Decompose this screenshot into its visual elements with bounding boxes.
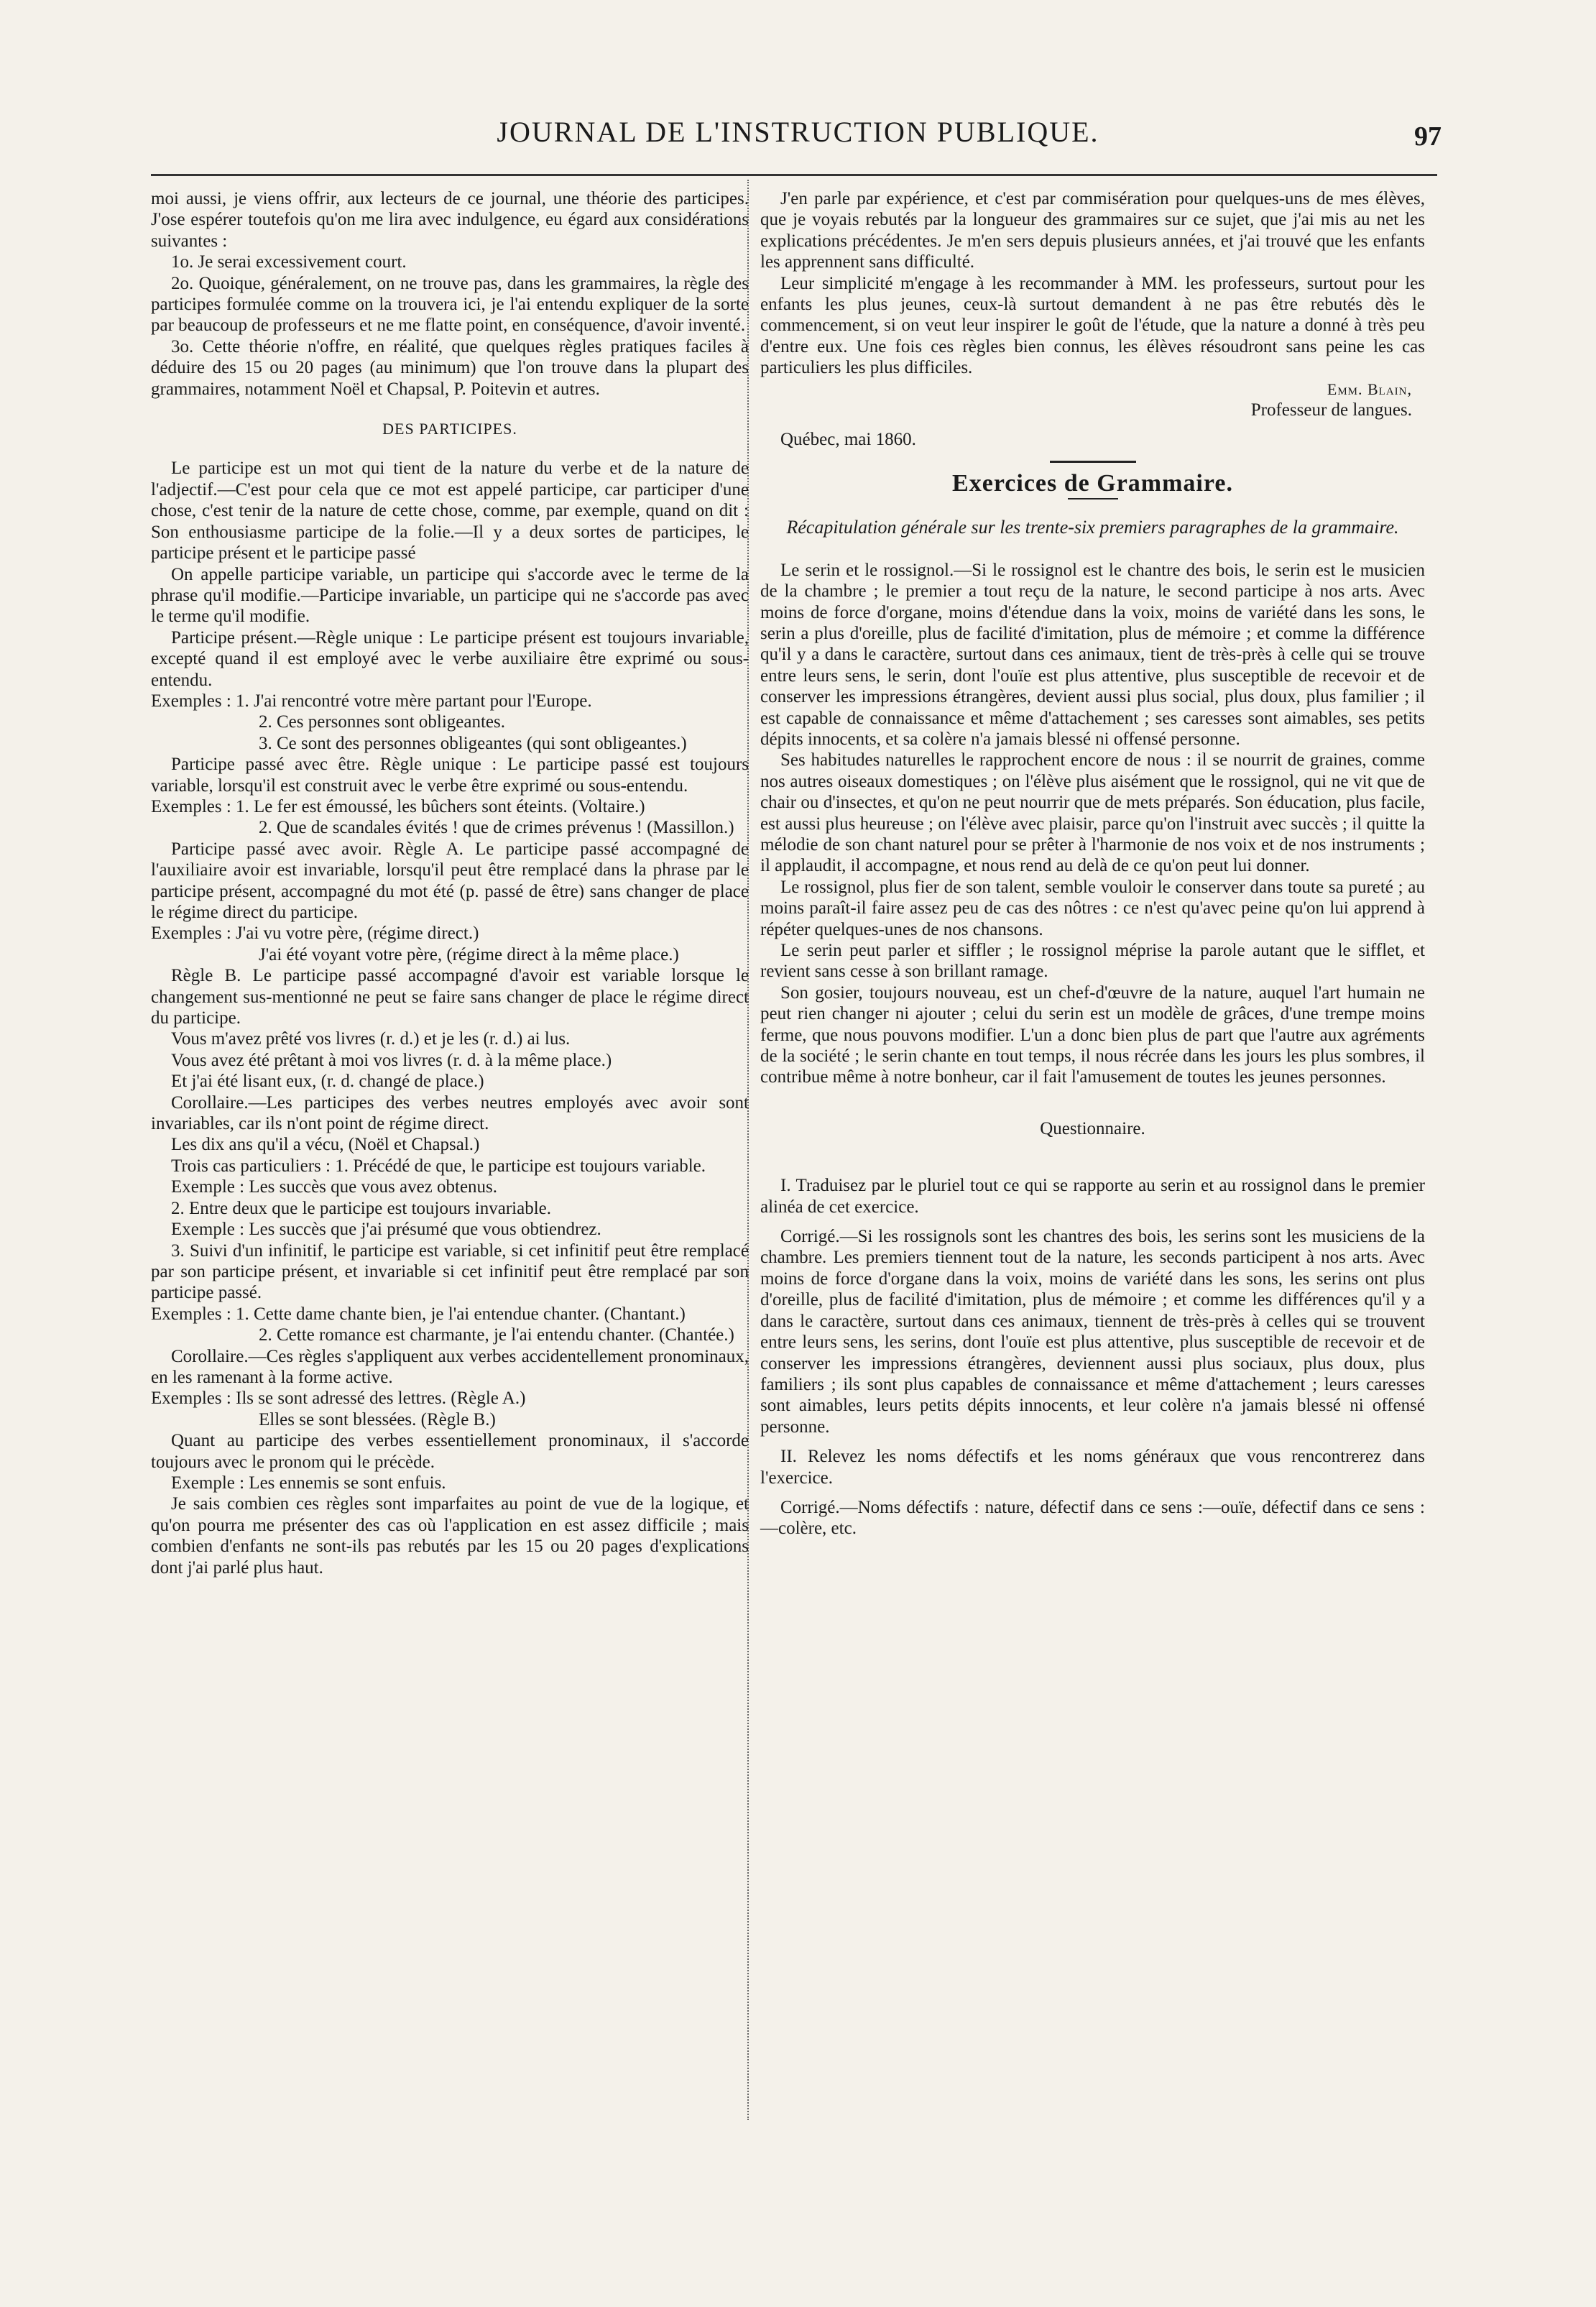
text-line: Vous m'avez prêté vos livres (r. d.) et je les (r. d.) ai lus. bbox=[171, 1029, 571, 1049]
page-header bbox=[0, 115, 1596, 165]
question-1: I. Traduisez par le pluriel tout ce qui se rapporte au serin et au rossignol dans le premier alinéa de cet exercice. bbox=[760, 1176, 1425, 1217]
example-line: Ils se sont adressé des lettres. (Règle A.) bbox=[236, 1389, 526, 1409]
list-item-2: 2o. Quoique, généralement, on ne trouve pas, dans les grammaires, la règle des participes formulée comme on la trouvera ici, je l'ai entendu expliquer de la sorte par beaucoup de professeurs et ne me flatte point, en conséquence, d'avoir inventé. bbox=[151, 273, 749, 336]
example-label: Exemples : bbox=[151, 1304, 231, 1324]
questionnaire-title: Questionnaire. bbox=[1040, 1118, 1145, 1138]
paragraph-definition: Le participe est un mot qui tient de la nature du verbe et de la nature de l'adjectif.—C'est pour cela que ce mot est appelé participe, car participer d'une chose, c'est tenir de la nature de cette chose, comme, par exemple, quand on dit : Son enthousiasme participe de la folie.—Il y a deux sortes de participes, le participe présent et le participe passé bbox=[151, 459, 749, 563]
heading-rule bbox=[1068, 498, 1118, 499]
example-block-3 bbox=[151, 923, 749, 944]
paragraph-conclusion: Je sais combien ces règles sont imparfaites au point de vue de la logique, et qu'on pourra me présenter des cas où l'application en est assez difficile ; mais combien d'enfants ne sont-ils pas rebutés par les 15 ou 20 pages d'explications dont j'ai parlé plus haut. bbox=[151, 1494, 749, 1578]
page-number: 97 bbox=[1414, 121, 1442, 152]
text-line: Et j'ai été lisant eux, (r. d. changé de place.) bbox=[171, 1072, 484, 1092]
recap-subtitle: Récapitulation générale sur les trente-six premiers paragraphes de la grammaire. bbox=[786, 517, 1399, 538]
left-column bbox=[151, 188, 749, 1578]
example-line: 2. Cette romance est charmante, je l'ai entendu chanter. (Chantée.) bbox=[259, 1325, 734, 1345]
text-line: Exemple : Les succès que j'ai présumé que vous obtiendrez. bbox=[171, 1220, 601, 1240]
example-line: J'ai vu votre père, (régime direct.) bbox=[236, 924, 479, 944]
right-column bbox=[760, 188, 1425, 1539]
text-line: Vous avez été prêtant à moi vos livres (r. d. à la même place.) bbox=[171, 1050, 612, 1070]
text-line: Les dix ans qu'il a vécu, (Noël et Chapsal.) bbox=[171, 1135, 480, 1155]
answer-1: Corrigé.—Si les rossignols sont les chantres des bois, les serins sont les musiciens de la chambre. Les premiers tiennent tout de la nature, les seconds participent à nos arts. Avec moins de force d'organe dans la voix, moins de variété dans les sons, les serins ont plus d'oreille, plus de facilité d'imitation, plus de mémoire ; et comme les différences qu'il y a dans le caractère, surtout dans ces animaux, tiennent de très-près à celles qui se trouvent entre leurs sens, les serins, dont l'ouïe est plus attentive, plus susceptible de recevoir et de conserver les impressions étrangères, deviennent aussi plus sociaux, plus doux, plus familiers ; ils sont plus capables de connaissance et même d'attachement ; leurs caresses sont aimables, leurs petits dépits innocents, et leur colère n'a jamais blessé ni offensé personne. bbox=[760, 1227, 1425, 1437]
example-label: Exemples : bbox=[151, 691, 231, 711]
paragraph-pronominaux: Quant au participe des verbes essentiellement pronominaux, il s'accorde toujours avec le pronom qui le précède. bbox=[151, 1431, 749, 1472]
text-line: Exemple : Les ennemis se sont enfuis. bbox=[171, 1473, 446, 1493]
text-line: Corollaire.—Les participes des verbes neutres employés avec avoir sont invariables, car ils n'ont point de régime direct. bbox=[151, 1092, 749, 1134]
answer-2: Corrigé.—Noms défectifs : nature, défectif dans ce sens :—ouïe, défectif dans ce sens :—colère, etc. bbox=[760, 1497, 1425, 1539]
section-rule bbox=[1050, 461, 1136, 463]
paragraph-passe-avoir: Participe passé avec avoir. Règle A. Le participe passé accompagné de l'auxiliaire avoir est invariable, lorsqu'il peut être remplacé dans la phrase par le participe présent, accompagné du mot été (p. passé de être) sans changer de place le régime direct du participe. bbox=[151, 839, 749, 922]
intro-paragraph: moi aussi, je viens offrir, aux lecteurs de ce journal, une théorie des participes. J'ose espérer toutefois qu'on me lira avec indulgence, eu égard aux considérations suivantes : bbox=[151, 189, 749, 251]
paragraph-passe-etre: Participe passé avec être. Règle unique : Le participe passé est toujours variable, lorsqu'il est construit avec le verbe être exprimé ou sous-entendu. bbox=[151, 755, 749, 796]
paragraph-variable: On appelle participe variable, un participe qui s'accorde avec le terme de la phrase qu'il modifie.—Participe invariable, un participe qui ne s'accorde pas avec le terme qu'il modifie. bbox=[151, 564, 749, 627]
example-label: Exemples : bbox=[151, 1389, 231, 1409]
question-2: II. Relevez les noms défectifs et les noms généraux que vous rencontrerez dans l'exercice. bbox=[760, 1447, 1425, 1488]
signature-name: Emm. Blain, bbox=[1327, 379, 1412, 398]
paragraph-experience: J'en parle par expérience, et c'est par commisération pour quelques-uns de mes élèves, que je voyais rebutés par la longueur des grammaires sur ce sujet, que j'ai mis au net les explications précédentes. Je m'en sers depuis plusieurs années, et j'ai trouvé que les enfants les apprennent sans difficulté. bbox=[760, 189, 1425, 272]
signature-title: Professeur de langues. bbox=[1250, 400, 1412, 420]
example-block-1 bbox=[151, 691, 749, 712]
example-line: Elles se sont blessées. (Règle B.) bbox=[259, 1409, 496, 1429]
exercise-paragraph: Le rossignol, plus fier de son talent, semble vouloir le conserver dans toute sa pureté ; au moins paraît-il faire assez peu de cas des nôtres : ce n'est qu'avec peine qu'on lui apprend à répéter quelques-unes de nos chansons. bbox=[760, 877, 1425, 939]
list-item-1: 1o. Je serai excessivement court. bbox=[171, 252, 407, 272]
place-date: Québec, mai 1860. bbox=[780, 430, 916, 450]
example-line: J'ai été voyant votre père, (régime direct à la même place.) bbox=[259, 944, 679, 964]
text-line: 2. Entre deux que le participe est toujours invariable. bbox=[171, 1198, 551, 1218]
exercise-paragraph: Le serin peut parler et siffler ; le rossignol méprise la parole autant que le sifflet, et revient sans cesse à son brillant ramage. bbox=[760, 941, 1425, 982]
exercise-paragraph: Son gosier, toujours nouveau, est un chef-d'œuvre de la nature, auquel l'art humain ne peut rien changer ni ajouter ; celui du serin est un modèle de grâces, d'une trempe moins ferme, que nous pouvons modifier. L'un a donc bien plus de part que l'autre aux agréments de la société ; le serin chante en tout temps, il nous récrée dans les jours les plus sombres, il contribue même à notre bonheur, car il fait l'amusement de toutes les jeunes personnes. bbox=[760, 982, 1425, 1087]
paragraph-corollaire: Corollaire.—Ces règles s'appliquent aux verbes accidentellement pronominaux, en les ramenant à la forme active. bbox=[151, 1346, 749, 1387]
list-item-3: 3o. Cette théorie n'offre, en réalité, que quelques règles pratiques faciles à déduire des 15 ou 20 pages (au minimum) que l'on trouve dans la plupart des grammaires, notamment Noël et Chapsal, P. Poitevin et autres. bbox=[151, 336, 749, 399]
example-line: 2. Ces personnes sont obligeantes. bbox=[259, 712, 506, 732]
text-line: Exemple : Les succès que vous avez obtenus. bbox=[171, 1177, 498, 1197]
example-line: 1. Cette dame chante bien, je l'ai entendue chanter. (Chantant.) bbox=[236, 1304, 686, 1324]
example-line: 3. Ce sont des personnes obligeantes (qui sont obligeantes.) bbox=[259, 733, 687, 753]
example-label: Exemples : bbox=[151, 924, 231, 944]
journal-title: JOURNAL DE L'INSTRUCTION PUBLIQUE. bbox=[497, 116, 1099, 148]
exercise-paragraph: Ses habitudes naturelles le rapprochent encore de nous : il se nourrit de graines, comme nos autres oiseaux domestiques ; on l'élève plus aisément que le rossignol, qui ne vit que de chair ou d'insectes, et qu'on ne peut nourrir que de mets préparés. Son éducation, plus facile, est aussi plus heureuse ; on l'élève avec plaisir, parce qu'on l'instruit avec succès ; il quitte la mélodie de son chant naturel pour se prêter à l'harmonie de nos voix et de nos instruments ; il applaudit, il accompagne, et nous rend au delà de ce qu'on peut lui donner. bbox=[760, 750, 1425, 876]
example-block-5 bbox=[151, 1388, 749, 1409]
exercise-paragraph: Le serin et le rossignol.—Si le rossignol est le chantre des bois, le serin est le musicien de la chambre ; le premier a tout reçu de la nature, le second participe à nos arts. Avec moins de force d'organe, moins d'étendue dans la voix, moins de variété dans les sons, le serin a plus d'oreille, plus de facilité d'imitation, plus de mémoire ; et comme la différence qu'il y a dans le caractère, surtout dans ces animaux, tient de très-près à celle qui se trouve entre leurs sens, le serin, dont l'ouïe est plus attentive, plus susceptible de recevoir et de conserver les impressions étrangères, devient aussi plus social, plus doux, plus familier ; il est capable de connaissance et même d'attachement ; ses caresses sont aimables, ses petits dépits innocents, et sa colère n'a jamais blessé ni offensé personne. bbox=[760, 560, 1425, 749]
example-line: 1. J'ai rencontré votre mère partant pour l'Europe. bbox=[236, 691, 592, 711]
example-block-2 bbox=[151, 796, 749, 817]
exercise-heading: Exercices de Grammaire. bbox=[952, 469, 1233, 497]
paragraph-present: Participe présent.—Règle unique : Le participe présent est toujours invariable, excepté quand il est employé avec le verbe auxiliaire être exprimé ou sous-entendu. bbox=[151, 627, 749, 690]
section-title: DES PARTICIPES. bbox=[382, 420, 517, 438]
example-line: 1. Le fer est émoussé, les bûchers sont éteints. (Voltaire.) bbox=[236, 796, 645, 816]
paragraph-recommendation: Leur simplicité m'engage à les recommander à MM. les professeurs, surtout pour les enfants les plus jeunes, ceux-là surtout demandent à ne pas être rebutés dès le commencement, si on veut leur inspirer le goût de l'étude, que la nature a donné à très peu d'entre eux. Une fois ces règles bien connus, les élèves résoudront sans peine les cas particuliers les plus difficiles. bbox=[760, 273, 1425, 378]
text-line: Trois cas particuliers : 1. Précédé de que, le participe est toujours variable. bbox=[171, 1156, 706, 1176]
example-label: Exemples : bbox=[151, 796, 231, 816]
header-rule bbox=[151, 174, 1437, 176]
example-block-4 bbox=[151, 1304, 749, 1325]
text-line: 3. Suivi d'un infinitif, le participe est variable, si cet infinitif peut être remplacé par son participe présent, et invariable si cet infinitif peut être remplacé par son participe passé. bbox=[151, 1240, 749, 1303]
example-line: 2. Que de scandales évités ! que de crimes prévenus ! (Massillon.) bbox=[259, 818, 734, 838]
paragraph-regle-b: Règle B. Le participe passé accompagné d'avoir est variable lorsque le changement sus-mentionné ne peut se faire sans changer de place le régime direct du participe. bbox=[151, 966, 749, 1028]
